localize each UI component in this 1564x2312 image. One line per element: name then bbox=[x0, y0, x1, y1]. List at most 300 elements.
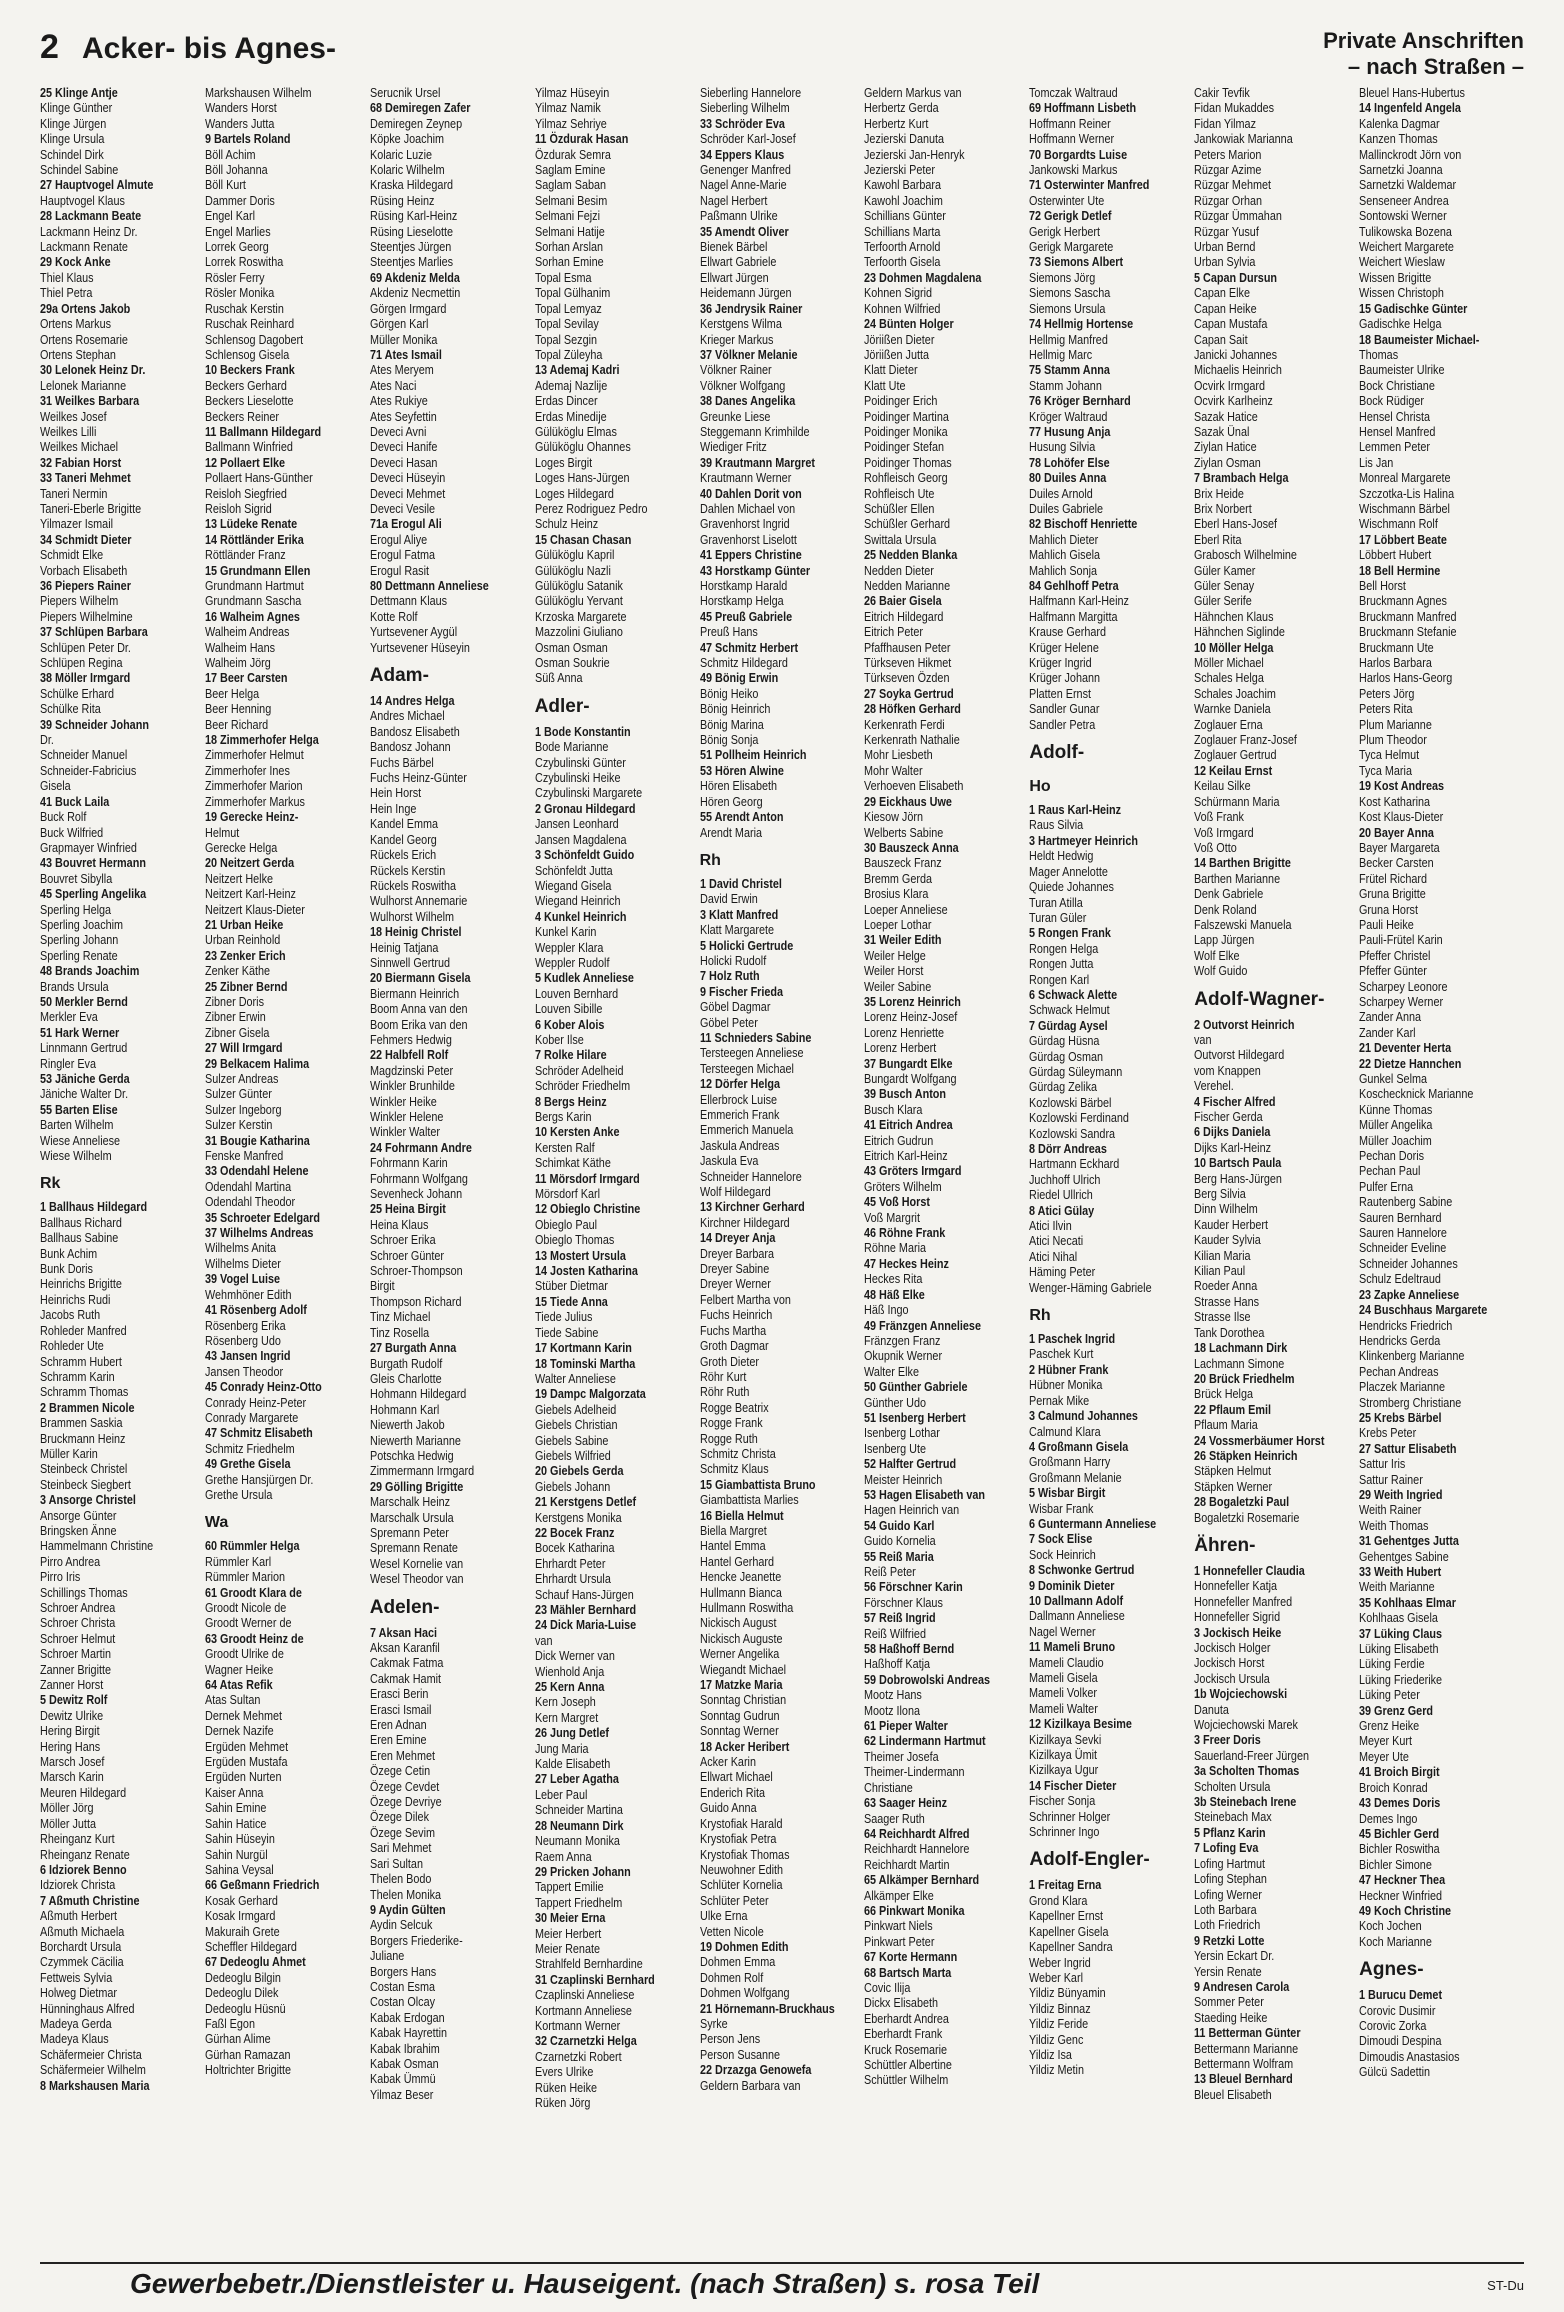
directory-entry: Giebels Wilfried bbox=[534, 1448, 611, 1463]
page-title: Acker- bis Agnes- bbox=[82, 32, 336, 65]
directory-entry: 5 Wisbar Birgit bbox=[1029, 1486, 1106, 1501]
directory-entry: Gürhan Ramazan bbox=[204, 2047, 291, 2062]
directory-entry: Özege Devriye bbox=[369, 1795, 442, 1810]
directory-entry: Conrady Margarete bbox=[204, 1410, 299, 1425]
directory-entry: Schülke Rita bbox=[40, 702, 101, 717]
directory-entry: Schlensog Dagobert bbox=[204, 332, 304, 347]
directory-entry: Mootz Ilona bbox=[864, 1703, 921, 1718]
directory-entry: Rüsing Karl-Heinz bbox=[369, 209, 458, 224]
directory-entry: Dr. bbox=[40, 733, 54, 748]
directory-entry: Taneri Nermin bbox=[40, 486, 108, 501]
directory-entry: Kawohl Barbara bbox=[864, 178, 942, 193]
directory-entry: Szczotka-Lis Halina bbox=[1359, 486, 1455, 501]
directory-entry: Schülke Erhard bbox=[40, 686, 115, 701]
directory-entry: Göbel Peter bbox=[699, 1015, 758, 1030]
directory-entry: 55 Barten Elise bbox=[40, 1102, 118, 1117]
directory-entry: Schmitz Friedhelm bbox=[204, 1441, 295, 1456]
directory-entry: 1 Freitag Erna bbox=[1029, 1878, 1102, 1893]
directory-entry: Özege Cetin bbox=[369, 1764, 430, 1779]
directory-entry: Jockisch Ursula bbox=[1194, 1671, 1271, 1686]
directory-entry: Michaelis Heinrich bbox=[1194, 363, 1283, 378]
directory-entry: Schroer Andrea bbox=[40, 1601, 116, 1615]
directory-entry: Hullmann Roswitha bbox=[699, 1601, 793, 1615]
directory-entry: Marsch Josef bbox=[40, 1755, 105, 1770]
directory-entry: Stäpken Werner bbox=[1194, 1479, 1273, 1494]
directory-entry: Marsch Karin bbox=[40, 1770, 104, 1785]
directory-entry: Lackmann Heinz Dr. bbox=[40, 224, 138, 239]
directory-entry: 32 Czarnetzki Helga bbox=[534, 2034, 637, 2049]
directory-entry: Kozlowski Sandra bbox=[1029, 1126, 1116, 1141]
directory-entry: Sevenheck Johann bbox=[369, 1187, 462, 1202]
directory-entry: 13 Kirchner Gerhard bbox=[699, 1200, 805, 1215]
directory-entry: 43 Gröters Irmgard bbox=[864, 1164, 962, 1179]
directory-entry: 11 Özdurak Hasan bbox=[534, 132, 628, 147]
directory-entry: Sauerland-Freer Jürgen bbox=[1194, 1748, 1310, 1763]
directory-entry: David Erwin bbox=[699, 892, 758, 907]
directory-entry: Pinkwart Peter bbox=[864, 1934, 935, 1949]
directory-entry: Ates Naci bbox=[369, 378, 417, 393]
directory-entry: 30 Bauszeck Anna bbox=[864, 840, 960, 855]
directory-entry: Jezierski Peter bbox=[864, 163, 936, 178]
directory-entry: Borgers Hans bbox=[369, 1964, 437, 1979]
directory-entry: Wischmann Rolf bbox=[1359, 517, 1438, 532]
directory-entry: Spremann Peter bbox=[369, 1525, 449, 1540]
directory-entry: 27 Will Irmgard bbox=[204, 1041, 283, 1056]
directory-entry: Schüttler Wilhelm bbox=[864, 2073, 949, 2088]
directory-entry: 31 Gehentges Jutta bbox=[1359, 1534, 1460, 1549]
directory-entry: Jaskula Andreas bbox=[699, 1138, 780, 1153]
directory-entry: Danuta bbox=[1194, 1702, 1230, 1717]
directory-entry: Welberts Sabine bbox=[864, 825, 944, 840]
directory-entry: Walheim Hans bbox=[204, 640, 275, 655]
directory-entry: 38 Möller Irmgard bbox=[40, 671, 131, 686]
district-heading: Ho bbox=[1029, 778, 1051, 796]
directory-entry: Jäniche Walter Dr. bbox=[40, 1087, 129, 1102]
directory-entry: Stäpken Helmut bbox=[1194, 1464, 1272, 1479]
directory-entry: Borgers Friederike- bbox=[369, 1933, 463, 1948]
directory-entry: Markshausen Wilhelm bbox=[204, 86, 312, 100]
directory-entry: Loth Barbara bbox=[1194, 1902, 1257, 1917]
directory-entry: 31 Czaplinski Bernhard bbox=[534, 1972, 655, 1987]
directory-entry: Müller Karin bbox=[40, 1446, 98, 1461]
directory-entry: Verhoeven Elisabeth bbox=[864, 779, 964, 794]
directory-entry: Hein Horst bbox=[369, 786, 421, 801]
directory-entry: 82 Bischoff Henriette bbox=[1029, 517, 1138, 532]
directory-entry: Ates Rukiye bbox=[369, 394, 428, 409]
directory-entry: 31 Bougie Katharina bbox=[204, 1133, 310, 1148]
directory-entry: Voß Otto bbox=[1194, 840, 1237, 855]
directory-entry: 66 Geßmann Friedrich bbox=[204, 1878, 320, 1893]
directory-entry: Pfaffhausen Peter bbox=[864, 640, 951, 655]
directory-entry: 6 Kober Alois bbox=[534, 1017, 605, 1032]
directory-entry: Scharpey Leonore bbox=[1359, 979, 1448, 994]
directory-entry: 29 Pricken Johann bbox=[534, 1864, 631, 1879]
directory-entry: Yersin Renate bbox=[1194, 1964, 1262, 1979]
directory-entry: Bock Christiane bbox=[1359, 378, 1435, 393]
directory-entry: Jansen Leonhard bbox=[534, 817, 619, 832]
directory-entry: Aßmuth Michaela bbox=[40, 1924, 125, 1939]
directory-entry: 61 Groodt Klara de bbox=[204, 1585, 302, 1600]
directory-entry: Stromberg Christiane bbox=[1359, 1395, 1462, 1410]
directory-entry: 52 Halfter Gertrud bbox=[864, 1457, 957, 1472]
directory-entry: Thelen Monika bbox=[369, 1887, 441, 1902]
directory-entry: 18 Heinig Christel bbox=[369, 925, 462, 940]
directory-entry: Weiler Sabine bbox=[864, 979, 932, 994]
directory-entry: Yilmaz Namik bbox=[534, 101, 601, 116]
directory-entry: Kerstgens Wilma bbox=[699, 317, 782, 332]
directory-entry: Poidinger Martina bbox=[864, 409, 950, 424]
directory-entry: Krzoska Margarete bbox=[534, 609, 627, 624]
directory-entry: 17 Beer Carsten bbox=[204, 671, 288, 686]
directory-entry: Jöriißen Dieter bbox=[864, 332, 935, 347]
directory-entry: 59 Dobrowolski Andreas bbox=[864, 1672, 991, 1687]
directory-entry: Sandler Gunar bbox=[1029, 702, 1100, 717]
directory-entry: Kern Margret bbox=[534, 1710, 598, 1725]
directory-entry: 20 Giebels Gerda bbox=[534, 1464, 624, 1479]
directory-entry: Schales Joachim bbox=[1194, 686, 1277, 701]
directory-entry: Kosak Irmgard bbox=[204, 1909, 276, 1924]
directory-entry: 37 Lüking Claus bbox=[1359, 1626, 1443, 1641]
directory-entry: Rogge Beatrix bbox=[699, 1400, 769, 1415]
directory-entry: Tyca Maria bbox=[1359, 763, 1413, 778]
directory-entry: Kersten Ralf bbox=[534, 1140, 595, 1155]
directory-entry: Krystofiak Harald bbox=[699, 1816, 783, 1831]
directory-entry: Sari Sultan bbox=[369, 1856, 423, 1871]
directory-entry: Dallmann Anneliese bbox=[1029, 1609, 1126, 1624]
directory-entry: 10 Beckers Frank bbox=[204, 363, 295, 378]
directory-entry: Tappert Emilie bbox=[534, 1880, 604, 1895]
directory-entry: Müller Joachim bbox=[1359, 1133, 1432, 1148]
directory-entry: Niewerth Marianne bbox=[369, 1433, 461, 1448]
directory-entry: Dedeoglu Hüsnü bbox=[204, 2001, 286, 2016]
directory-entry: Rongen Helga bbox=[1029, 941, 1099, 956]
district-heading: Rh bbox=[699, 851, 721, 869]
page-footer bbox=[40, 2262, 1524, 2304]
directory-entry: Krebs Peter bbox=[1359, 1426, 1417, 1441]
directory-entry: Schillians Marta bbox=[864, 224, 941, 239]
directory-entry: Bogaletzki Rosemarie bbox=[1194, 1510, 1300, 1525]
directory-entry: 51 Pollheim Heinrich bbox=[699, 748, 807, 763]
directory-entry: Poidinger Monika bbox=[864, 424, 949, 439]
directory-entry: Wiegand Heinrich bbox=[534, 894, 621, 909]
directory-entry: Hoffmann Reiner bbox=[1029, 116, 1112, 131]
directory-entry: Bremm Gerda bbox=[864, 871, 933, 886]
directory-entry: Syrke bbox=[699, 2016, 728, 2031]
directory-entry: 55 Reiß Maria bbox=[864, 1549, 935, 1564]
directory-entry: Dinn Wilhelm bbox=[1194, 1202, 1259, 1217]
directory-entry: Selmani Hatije bbox=[534, 224, 605, 239]
directory-entry: Cakmak Fatma bbox=[369, 1656, 444, 1671]
directory-entry: Bruckmann Heinz bbox=[40, 1431, 126, 1446]
directory-entry: Honnefeller Manfred bbox=[1194, 1594, 1293, 1609]
directory-entry: Wagner Heike bbox=[204, 1662, 274, 1677]
directory-entry: Faßl Egon bbox=[204, 2016, 255, 2031]
directory-entry: Hübner Monika bbox=[1029, 1378, 1103, 1393]
directory-entry: Sulzer Ingeborg bbox=[204, 1102, 282, 1117]
directory-entry: 64 Atas Refik bbox=[204, 1678, 273, 1693]
directory-entry: 21 Hörnemann-Bruckhaus bbox=[699, 2001, 835, 2016]
directory-entry: Scharpey Werner bbox=[1359, 994, 1444, 1009]
directory-entry: Sahin Hüseyin bbox=[204, 1832, 275, 1847]
directory-entry: Ellwart Michael bbox=[699, 1770, 773, 1785]
directory-entry: Thiel Petra bbox=[40, 286, 93, 301]
directory-entry: Kalenka Dagmar bbox=[1359, 116, 1440, 131]
directory-entry: Sperling Johann bbox=[40, 933, 119, 948]
directory-entry: Harlos Barbara bbox=[1359, 656, 1432, 671]
footer-notice: Gewerbebetr./Dienstleister u. Hauseigent. (nach Straßen) s. rosa Teil bbox=[130, 2268, 1040, 2299]
directory-entry: Kanzen Thomas bbox=[1359, 132, 1438, 147]
directory-entry: 28 Bogaletzki Paul bbox=[1194, 1495, 1290, 1510]
directory-entry: Lorenz Henriette bbox=[864, 1025, 945, 1040]
directory-entry: Jansen Magdalena bbox=[534, 832, 627, 847]
directory-entry: 29 Belkacem Halima bbox=[204, 1056, 310, 1071]
directory-entry: Scheffler Hildegard bbox=[204, 1939, 297, 1954]
directory-entry: Berg Hans-Jürgen bbox=[1194, 1171, 1283, 1186]
directory-entry: Sperling Renate bbox=[40, 948, 118, 963]
directory-entry: Pechan Paul bbox=[1359, 1164, 1421, 1179]
directory-entry: Brück Helga bbox=[1194, 1387, 1254, 1402]
directory-entry: Müller Monika bbox=[369, 332, 438, 347]
directory-entry: 24 Fohrmann Andre bbox=[369, 1140, 472, 1155]
directory-entry: Weiler Helge bbox=[864, 948, 927, 963]
directory-entry: Fischer Gerda bbox=[1194, 1110, 1263, 1124]
directory-entry: Buck Wilfried bbox=[40, 825, 104, 840]
directory-entry: Siemons Sascha bbox=[1029, 286, 1111, 301]
directory-entry: Hähnchen Klaus bbox=[1194, 609, 1274, 624]
directory-entry: Lüking Peter bbox=[1359, 1688, 1420, 1703]
directory-entry: Rüzgar Azime bbox=[1194, 163, 1262, 178]
directory-entry: Kizilkaya Ümit bbox=[1029, 1748, 1098, 1763]
directory-entry: Schroer Erika bbox=[369, 1233, 436, 1248]
directory-entry: Madeya Gerda bbox=[40, 2016, 112, 2031]
directory-entry: Rheinganz Renate bbox=[40, 1847, 130, 1862]
directory-entry: Schröder Adelheid bbox=[534, 1063, 624, 1078]
directory-entry: Erasci Ismail bbox=[369, 1702, 432, 1717]
directory-entry: 49 Fränzgen Anneliese bbox=[864, 1318, 982, 1333]
directory-entry: Neumann Monika bbox=[534, 1834, 620, 1849]
directory-entry: Sommer Peter bbox=[1194, 1995, 1265, 2010]
directory-entry: Sulzer Kerstin bbox=[204, 1118, 273, 1133]
directory-entry: Jankowski Markus bbox=[1029, 163, 1118, 178]
directory-entry: Wissen Christoph bbox=[1359, 286, 1444, 301]
directory-entry: Gerecke Helga bbox=[204, 840, 278, 855]
directory-entry: Kabak Hayrettin bbox=[369, 2026, 447, 2041]
directory-entry: 9 Bartels Roland bbox=[204, 132, 291, 147]
directory-entry: 8 Bergs Heinz bbox=[534, 1094, 607, 1109]
directory-entry: 64 Reichhardt Alfred bbox=[864, 1826, 970, 1841]
directory-columns bbox=[40, 86, 1524, 2258]
directory-entry: 60 Rümmler Helga bbox=[204, 1539, 300, 1554]
directory-entry: Thomas bbox=[1359, 347, 1399, 362]
directory-entry: Spremann Renate bbox=[369, 1541, 458, 1556]
directory-entry: Heinrichs Brigitte bbox=[40, 1277, 122, 1292]
directory-entry: 53 Hagen Elisabeth van bbox=[864, 1487, 986, 1502]
directory-entry: Kohnen Wilfried bbox=[864, 301, 941, 316]
directory-entry: Kizilkaya Sevki bbox=[1029, 1732, 1102, 1747]
directory-entry: Kolaric Luzie bbox=[369, 147, 432, 162]
directory-entry: 19 Dohmen Edith bbox=[699, 1939, 789, 1954]
directory-entry: Kost Katharina bbox=[1359, 794, 1431, 809]
directory-entry: 67 Korte Hermann bbox=[864, 1950, 958, 1965]
directory-entry: Aßmuth Herbert bbox=[40, 1909, 118, 1924]
directory-entry: 22 Bocek Franz bbox=[534, 1525, 615, 1540]
directory-entry: Kerkenrath Ferdi bbox=[864, 717, 946, 732]
directory-entry: 71a Erogul Ali bbox=[369, 517, 442, 532]
directory-entry: Rongen Karl bbox=[1029, 972, 1090, 987]
directory-entry: Jöriißen Jutta bbox=[864, 347, 930, 362]
directory-entry: Dewitz Ulrike bbox=[40, 1708, 104, 1723]
directory-entry: 26 Baier Gisela bbox=[864, 594, 943, 609]
directory-entry: 69 Hoffmann Lisbeth bbox=[1029, 101, 1137, 116]
directory-entry: Gülcü Sadettin bbox=[1359, 2065, 1431, 2080]
directory-entry: Evers Ulrike bbox=[534, 2065, 594, 2080]
directory-entry: Wiediger Fritz bbox=[699, 440, 767, 455]
directory-entry: Koch Jochen bbox=[1359, 1919, 1422, 1934]
directory-entry: Potschka Hedwig bbox=[369, 1448, 454, 1463]
directory-entry: Deveci Mehmet bbox=[369, 486, 446, 501]
directory-entry: 15 Gadischke Günter bbox=[1359, 301, 1468, 316]
directory-entry: Gülüköglu Elmas bbox=[534, 424, 617, 439]
directory-entry: 40 Dahlen Dorit von bbox=[699, 486, 802, 501]
directory-entry: 4 Kunkel Heinrich bbox=[534, 909, 627, 924]
directory-entry: Beer Richard bbox=[204, 717, 269, 732]
directory-entry: Lorrek Georg bbox=[204, 240, 269, 255]
directory-column bbox=[370, 86, 535, 2258]
directory-entry: Barten Wilhelm bbox=[40, 1118, 114, 1133]
directory-entry: Gürhan Alime bbox=[204, 2032, 271, 2047]
directory-entry: Siemons Ursula bbox=[1029, 301, 1106, 316]
directory-entry: Topal Esma bbox=[534, 270, 592, 285]
directory-entry: Schneider-Fabricius bbox=[40, 763, 137, 778]
directory-entry: Hein Inge bbox=[369, 801, 417, 816]
directory-entry: Piepers Wilhelm bbox=[40, 594, 119, 609]
directory-entry: Kauder Sylvia bbox=[1194, 1233, 1262, 1248]
directory-entry: Bichler Roswitha bbox=[1359, 1842, 1440, 1857]
directory-entry: Steinbeck Siegbert bbox=[40, 1477, 131, 1492]
directory-entry: 73 Siemons Albert bbox=[1029, 255, 1124, 270]
directory-entry: Emmerich Manuela bbox=[699, 1123, 793, 1138]
directory-entry: 35 Amendt Oliver bbox=[699, 224, 789, 239]
directory-entry: Mameli Walter bbox=[1029, 1701, 1099, 1716]
directory-entry: Weber Ingrid bbox=[1029, 1955, 1092, 1970]
directory-entry: Odendahl Theodor bbox=[204, 1195, 296, 1210]
directory-entry: Schlensog Gisela bbox=[204, 347, 290, 362]
directory-entry: Özege Dilek bbox=[369, 1810, 429, 1825]
directory-entry: Wischmann Bärbel bbox=[1359, 501, 1451, 516]
directory-entry: 37 Schlüpen Barbara bbox=[40, 625, 148, 640]
directory-entry: 10 Möller Helga bbox=[1194, 640, 1274, 655]
directory-entry: Ruschak Kerstin bbox=[204, 301, 284, 316]
directory-entry: Schüttler Albertine bbox=[864, 2058, 953, 2072]
directory-entry: Loth Friedrich bbox=[1194, 1918, 1261, 1933]
directory-entry: 16 Biella Helmut bbox=[699, 1508, 784, 1523]
directory-entry: Schäfermeier Christa bbox=[40, 2047, 142, 2062]
directory-entry: Bunk Achim bbox=[40, 1246, 98, 1261]
directory-entry: Lis Jan bbox=[1359, 455, 1394, 470]
directory-entry: Boom Erika van den bbox=[369, 1017, 468, 1032]
directory-entry: Scholten Ursula bbox=[1194, 1779, 1271, 1794]
directory-entry: Selmani Besim bbox=[534, 193, 607, 208]
directory-entry: 7 Holz Ruth bbox=[699, 969, 760, 984]
directory-entry: Bruckmann Ute bbox=[1359, 640, 1434, 655]
directory-entry: Hagen Heinrich van bbox=[864, 1503, 960, 1518]
directory-entry: 36 Jendrysik Rainer bbox=[699, 301, 802, 316]
directory-entry: Kaiser Anna bbox=[204, 1785, 264, 1800]
directory-entry: 37 Wilhelms Andreas bbox=[204, 1226, 314, 1241]
directory-entry: Hammelmann Christine bbox=[40, 1539, 154, 1554]
directory-entry: Gruna Brigitte bbox=[1359, 887, 1426, 902]
directory-entry: 45 Preuß Gabriele bbox=[699, 609, 792, 624]
directory-entry: 14 Barthen Brigitte bbox=[1194, 856, 1292, 871]
directory-column bbox=[1359, 86, 1524, 2258]
directory-entry: Deveci Hanife bbox=[369, 440, 438, 455]
directory-entry: Rongen Jutta bbox=[1029, 957, 1094, 972]
directory-entry: Marschalk Ursula bbox=[369, 1510, 454, 1525]
directory-entry: Wulhorst Wilhelm bbox=[369, 909, 454, 924]
directory-entry: Grethe Hansjürgen Dr. bbox=[204, 1472, 314, 1487]
directory-entry: Lemmen Peter bbox=[1359, 440, 1431, 455]
directory-entry: Yilmazer Ismail bbox=[40, 517, 114, 532]
directory-entry: 47 Heckner Thea bbox=[1359, 1873, 1446, 1888]
directory-entry: Gadischke Helga bbox=[1359, 317, 1442, 332]
directory-entry: 3 Jockisch Heike bbox=[1194, 1625, 1282, 1640]
directory-entry: Eberhardt Andrea bbox=[864, 2011, 950, 2026]
directory-entry: Krüger Helene bbox=[1029, 640, 1100, 655]
directory-entry: Cakmak Hamit bbox=[369, 1671, 441, 1686]
directory-entry: Gehentges Sabine bbox=[1359, 1549, 1449, 1564]
directory-entry: Giebels Johann bbox=[534, 1479, 610, 1494]
directory-entry: Poidinger Thomas bbox=[864, 455, 953, 470]
directory-entry: 25 Zibner Bernd bbox=[204, 979, 288, 994]
directory-entry: 6 Schwack Alette bbox=[1029, 987, 1118, 1002]
directory-entry: Ergüden Mustafa bbox=[204, 1755, 288, 1770]
street-heading: Ähren- bbox=[1194, 1534, 1256, 1556]
directory-entry: 1b Wojciechowski bbox=[1194, 1687, 1288, 1702]
directory-entry: Krautmann Werner bbox=[699, 471, 791, 486]
directory-entry: Czybulinski Margarete bbox=[534, 786, 642, 801]
directory-entry: Pfeffer Christel bbox=[1359, 948, 1431, 963]
directory-entry: 13 Mostert Ursula bbox=[534, 1248, 626, 1263]
directory-entry: Wesel Theodor van bbox=[369, 1572, 464, 1587]
directory-entry: Dohmen Rolf bbox=[699, 1970, 763, 1985]
directory-entry: Schramm Thomas bbox=[40, 1385, 129, 1400]
directory-entry: Alkämper Elke bbox=[864, 1888, 935, 1903]
directory-entry: 23 Zenker Erich bbox=[204, 948, 286, 963]
directory-entry: Bönig Marina bbox=[699, 717, 764, 732]
directory-entry: Sattur Rainer bbox=[1359, 1472, 1423, 1487]
directory-entry: Nagel Anne-Marie bbox=[699, 178, 787, 193]
directory-entry: 17 Matzke Maria bbox=[699, 1678, 783, 1693]
directory-entry: Kapellner Gisela bbox=[1029, 1924, 1109, 1939]
directory-entry: Zenker Käthe bbox=[204, 964, 270, 979]
directory-entry: Neitzert Helke bbox=[204, 871, 273, 886]
directory-entry: 33 Taneri Mehmet bbox=[40, 471, 131, 486]
directory-entry: 3 Klatt Manfred bbox=[699, 907, 778, 922]
directory-entry: Wesel Kornelie van bbox=[369, 1556, 463, 1571]
section-heading-line2: – nach Straßen – bbox=[1347, 54, 1524, 79]
directory-entry: 39 Krautmann Margret bbox=[699, 455, 815, 470]
directory-entry: Röhr Ruth bbox=[699, 1385, 749, 1400]
directory-entry: Jezierski Danuta bbox=[864, 132, 945, 147]
directory-entry: 41 Buck Laila bbox=[40, 794, 110, 809]
directory-entry: Fehmers Hedwig bbox=[369, 1032, 452, 1047]
directory-entry: Peters Rita bbox=[1359, 702, 1413, 717]
directory-entry: 18 Bell Hermine bbox=[1359, 563, 1441, 578]
directory-entry: Schürmann Maria bbox=[1194, 794, 1280, 809]
directory-entry: Zimmerhofer Ines bbox=[204, 763, 290, 778]
directory-column bbox=[1194, 86, 1359, 2258]
directory-entry: Berg Silvia bbox=[1194, 1187, 1247, 1202]
